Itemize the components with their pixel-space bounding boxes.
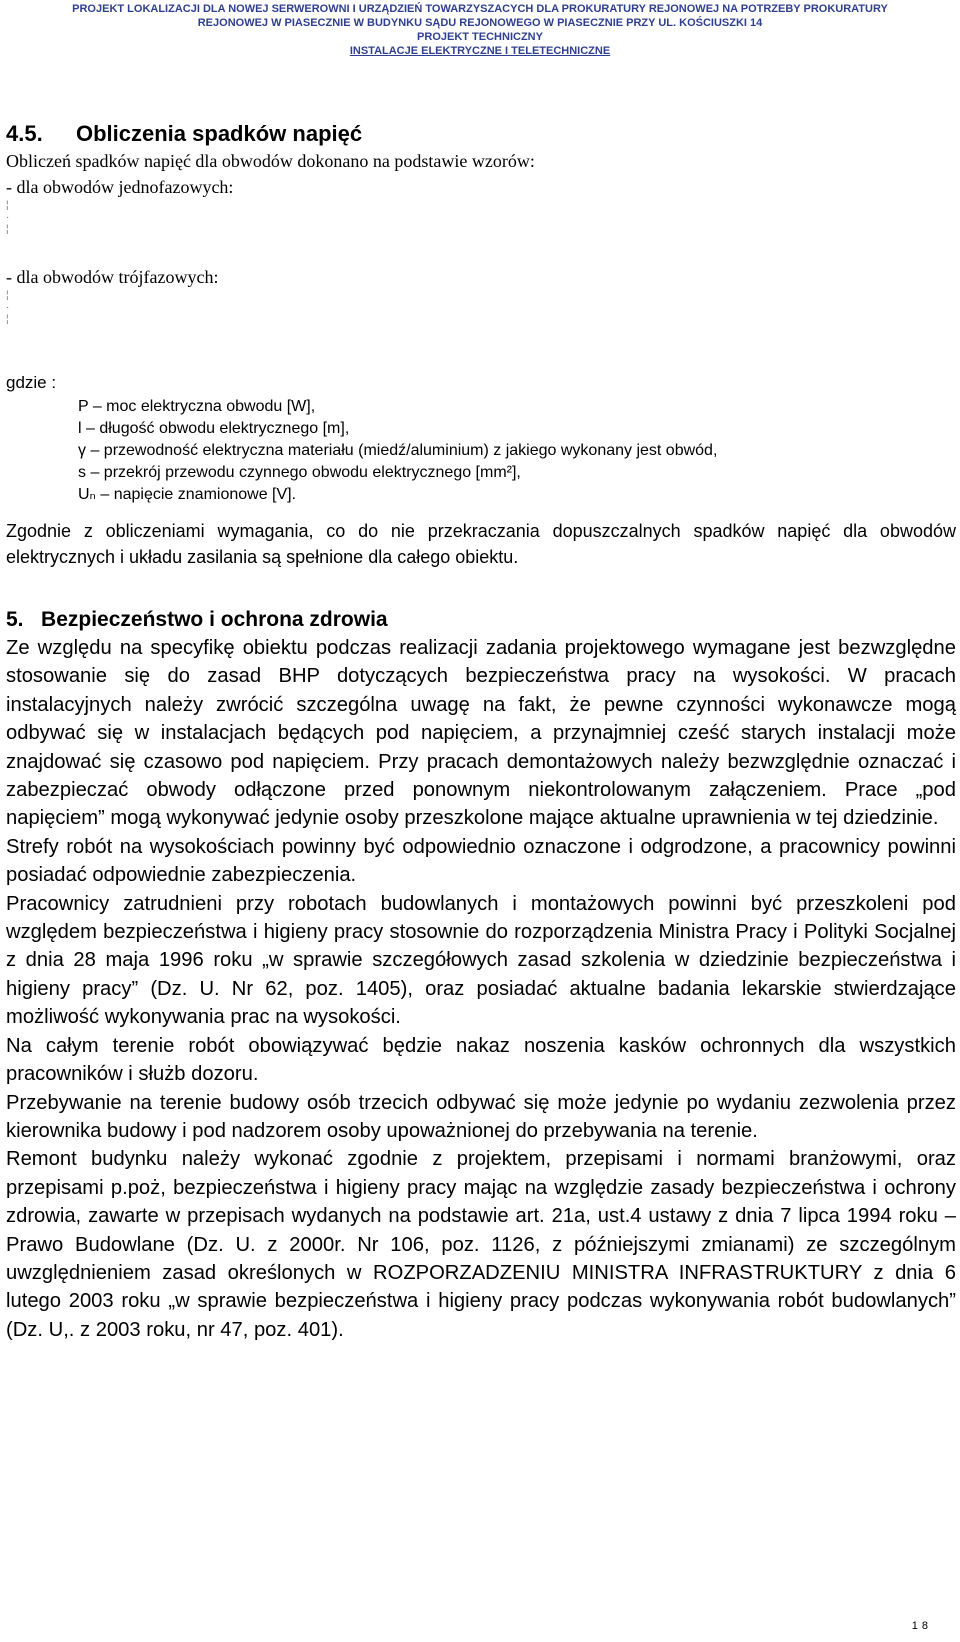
definition-item: l – długość obwodu elektrycznego [m], <box>78 420 350 437</box>
header-line-4: INSTALACJE ELEKTRYCZNE I TELETECHNICZNE <box>349 45 611 57</box>
section-4-5-heading <box>6 120 956 148</box>
paragraph: Na całym terenie robót obowiązywać będzie nakaz noszenia kasków ochronnych dla wszystkich pracowników i służb dozoru. <box>6 1034 956 1086</box>
definition-item: P – moc elektryczna obwodu [W], <box>78 398 316 415</box>
paragraph: Ze względu na specyfikę obiektu podczas realizacji zadania projektowego wymagane jest bezwzględne stosowanie się do zasad BHP dotyczących bezpieczeństwa pracy na wysokości. W pracach instalacyjnych należy zwrócić szczególna uwagę na fakt, że pewne czynności wykonawcze mogą odbywać się w instalacjach będących pod napięciem, a przynajmniej cześć starych instalacji może znajdować się czasowo pod napięciem. Przy pracach demontażowych należy bezwzględnie oznaczać i zabezpieczać obwody odłączone przed ponownym niekontrolowanym załączeniem. Prace „pod napięciem” mogą wykonywać jedynie osoby przeszkolone mające aktualne uprawnienia w tej dziedzinie. <box>6 637 956 830</box>
section-number: 5. <box>6 608 24 631</box>
where-label: gdzie : <box>6 373 57 392</box>
section-number: 4.5. <box>6 121 43 146</box>
paragraph: Przebywanie na terenie budowy osób trzecich odbywać się może jedynie po wydaniu zezwolenia przez kierownika budowy i pod nadzorem osoby upoważnionej do przebywania na terenie. <box>6 1091 956 1142</box>
header-line-1: PROJEKT LOKALIZACJI DLA NOWEJ SERWEROWNI I URZĄDZIEŃ TOWARZYSZACYCH DLA PROKURATURY REJONOWEJ NA POTRZEBY PROKURATURY <box>72 3 888 15</box>
definition-item: γ – przewodność elektryczna materiału (miedź/aluminium) z jakiego wykonany jest obwód, <box>78 442 718 459</box>
formula-placeholder-three: ¦ · ¦ <box>6 290 10 325</box>
definitions-list <box>6 396 956 506</box>
three-phase-label: - dla obwodów trójfazowych: <box>6 267 219 287</box>
definition-item: Uₙ – napięcie znamionowe [V]. <box>78 486 297 503</box>
page-number: 18 <box>911 1620 932 1632</box>
document-header <box>0 0 960 58</box>
header-line-2: REJONOWEJ W PIASECZNIE W BUDYNKU SĄDU REJONOWEGO W PIASECZNIE PRZY UL. KOŚCIUSZKI 14 <box>197 17 763 29</box>
section-5-heading <box>6 606 956 634</box>
page-content <box>6 120 956 1344</box>
formula-placeholder-single: ¦ · ¦ <box>6 200 10 235</box>
conclusion-paragraph: Zgodnie z obliczeniami wymagania, co do nie przekraczania dopuszczalnych spadków napięć dla obwodów elektrycznych i układu zasilania są spełnione dla całego obiektu. <box>6 521 956 567</box>
definition-item: s – przekrój przewodu czynnego obwodu elektrycznego [mm²], <box>78 464 521 481</box>
paragraph: Strefy robót na wysokościach powinny być odpowiednio oznaczone i odgrodzone, a pracownicy powinni posiadać odpowiednie zabezpieczenia. <box>6 835 956 887</box>
formula-intro: Obliczeń spadków napięć dla obwodów dokonano na podstawie wzorów: <box>6 151 535 171</box>
paragraph: Remont budynku należy wykonać zgodnie z projektem, przepisami i normami branżowymi, oraz przepisami p.poż, bezpieczeństwa i higieny pracy mając na względzie zasady bezpieczeństwa i ochrony zdrowia, zawarte w przepisach wydanych na podstawie art. 21a, ust.4 ustawy z dnia 7 lipca 1994 roku – Prawo Budowlane (Dz. U. z 2000r. Nr 106, poz. 1126, z późniejszymi zmianami) ze szczególnym uwzględnieniem zasad określonych w ROZPORZADZENIU MINISTRA INFRASTRUKTURY z dnia 6 lutego 2003 roku „w sprawie bezpieczeństwa i higieny pracy podczas wykonywania robót budowlanych” (Dz. U,. z 2003 roku, nr 47, poz. 401). <box>6 1148 956 1341</box>
paragraph: Pracownicy zatrudnieni przy robotach budowlanych i montażowych powinni być przeszkoleni pod względem bezpieczeństwa i higieny pracy stosownie do rozporządzenia Ministra Pracy i Polityki Socjalnej z dnia 28 maja 1996 roku „w sprawie szczegółowych zasad szkolenia w dziedzinie bezpieczeństwa i higieny pracy” (Dz. U. Nr 62, poz. 1405), oraz posiadać aktualne badania lekarskie stwierdzające możliwość wykonywania prac na wysokości. <box>6 892 956 1029</box>
section-title: Bezpieczeństwo i ochrona zdrowia <box>41 608 388 631</box>
header-line-3: PROJEKT TECHNICZNY <box>417 31 543 43</box>
section-5-body <box>6 634 956 1344</box>
section-title: Obliczenia spadków napięć <box>76 121 363 146</box>
single-phase-label: - dla obwodów jednofazowych: <box>6 177 234 197</box>
